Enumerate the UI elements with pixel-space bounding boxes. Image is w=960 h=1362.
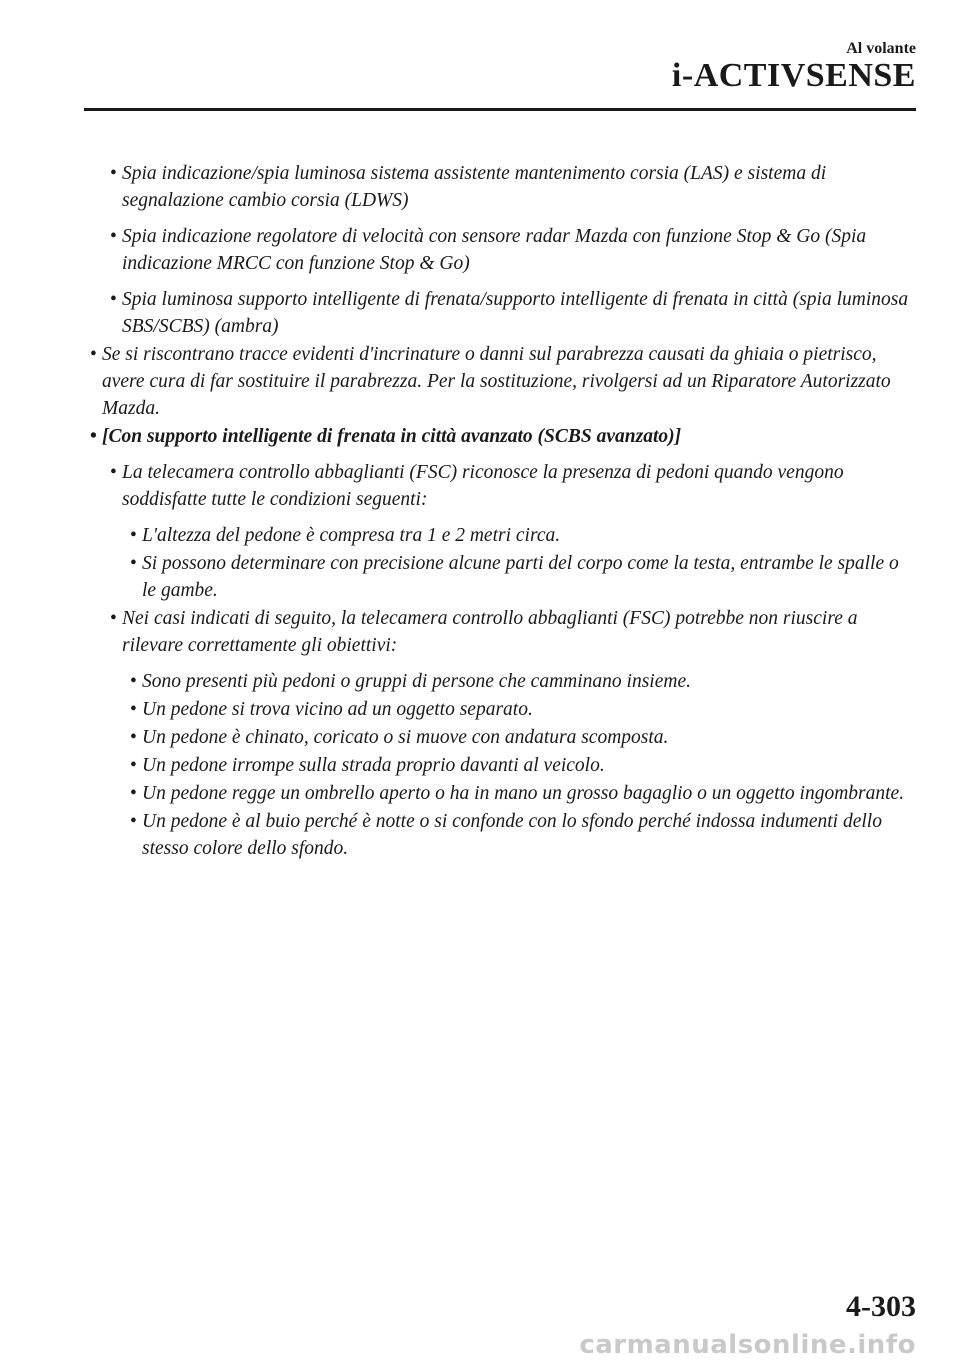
list-item-text: Spia indicazione regolatore di velocità con sensore radar Mazda con funzione Stop & Go (Spia indicazione MRCC con funzione Stop & Go) bbox=[122, 226, 867, 274]
list-item bbox=[84, 522, 916, 549]
list-item-text: Un pedone regge un ombrello aperto o ha in mano un grosso bagaglio o un oggetto ingombrante. bbox=[142, 783, 905, 804]
list-item bbox=[84, 605, 916, 659]
list-item-text: Un pedone è chinato, coricato o si muove con andatura scomposta. bbox=[142, 727, 669, 748]
chapter-title: i-ACTIVSENSE bbox=[671, 57, 916, 94]
list-item bbox=[84, 459, 916, 513]
list-item bbox=[84, 752, 916, 779]
list-item bbox=[84, 223, 916, 277]
bullet-icon: • bbox=[130, 699, 137, 720]
bullet-icon: • bbox=[130, 811, 137, 832]
section-title: Al volante bbox=[846, 40, 916, 57]
bullet-icon: • bbox=[130, 783, 137, 804]
list-item bbox=[84, 724, 916, 751]
footer-watermark: carmanualsonline.info bbox=[579, 1330, 916, 1360]
list-item bbox=[84, 780, 916, 807]
page-number: 4-303 bbox=[846, 1290, 916, 1323]
list-item-text: Un pedone irrompe sulla strada proprio davanti al veicolo. bbox=[142, 755, 605, 776]
page-header bbox=[672, 40, 916, 96]
list-item bbox=[84, 550, 916, 604]
list-item bbox=[84, 808, 916, 862]
list-item bbox=[84, 160, 916, 214]
list-item bbox=[84, 668, 916, 695]
bullet-icon: • bbox=[130, 671, 137, 692]
bullet-icon: • bbox=[90, 344, 97, 365]
list-item-text: Spia luminosa supporto intelligente di frenata/supporto intelligente di frenata in città (spia luminosa SBS/SCBS) (ambra) bbox=[122, 289, 909, 337]
list-item-text: Se si riscontrano tracce evidenti d'incrinature o danni sul parabrezza causati da ghiaia o pietrisco, avere cura di far sostituire il parabrezza. Per la sostituzione, rivolgersi ad un Riparatore Autorizzato Mazda. bbox=[102, 344, 891, 419]
page-content bbox=[84, 160, 916, 862]
subsection-heading-text: [Con supporto intelligente di frenata in città avanzato (SCBS avanzato)] bbox=[102, 426, 682, 447]
bullet-icon: • bbox=[110, 608, 117, 629]
list-item-text: Un pedone è al buio perché è notte o si confonde con lo sfondo perché indossa indumenti dello stesso colore dello sfondo. bbox=[142, 811, 882, 859]
bullet-icon: • bbox=[110, 289, 117, 310]
list-item-text: Nei casi indicati di seguito, la telecamera controllo abbaglianti (FSC) potrebbe non riuscire a rilevare correttamente gli obiettivi: bbox=[122, 608, 858, 656]
subsection-heading bbox=[84, 423, 916, 450]
list-item-text: Un pedone si trova vicino ad un oggetto separato. bbox=[142, 699, 533, 720]
list-item-text: Spia indicazione/spia luminosa sistema assistente mantenimento corsia (LAS) e sistema di segnalazione cambio corsia (LDWS) bbox=[122, 163, 827, 211]
bullet-icon: • bbox=[110, 462, 117, 483]
list-item-text: L'altezza del pedone è compresa tra 1 e 2 metri circa. bbox=[142, 525, 561, 546]
bullet-icon: • bbox=[130, 525, 137, 546]
bullet-icon: • bbox=[110, 163, 117, 184]
bullet-icon: • bbox=[130, 553, 137, 574]
list-item-text: Si possono determinare con precisione alcune parti del corpo come la testa, entrambe le spalle o le gambe. bbox=[142, 553, 899, 601]
header-divider bbox=[84, 108, 916, 111]
list-item-text: La telecamera controllo abbaglianti (FSC) riconosce la presenza di pedoni quando vengono soddisfatte tutte le condizioni seguenti: bbox=[122, 462, 844, 510]
bullet-icon: • bbox=[90, 426, 97, 447]
list-item bbox=[84, 341, 916, 422]
bullet-icon: • bbox=[130, 727, 137, 748]
bullet-icon: • bbox=[130, 755, 137, 776]
list-item bbox=[84, 696, 916, 723]
list-item bbox=[84, 286, 916, 340]
bullet-icon: • bbox=[110, 226, 117, 247]
list-item-text: Sono presenti più pedoni o gruppi di persone che camminano insieme. bbox=[142, 671, 691, 692]
